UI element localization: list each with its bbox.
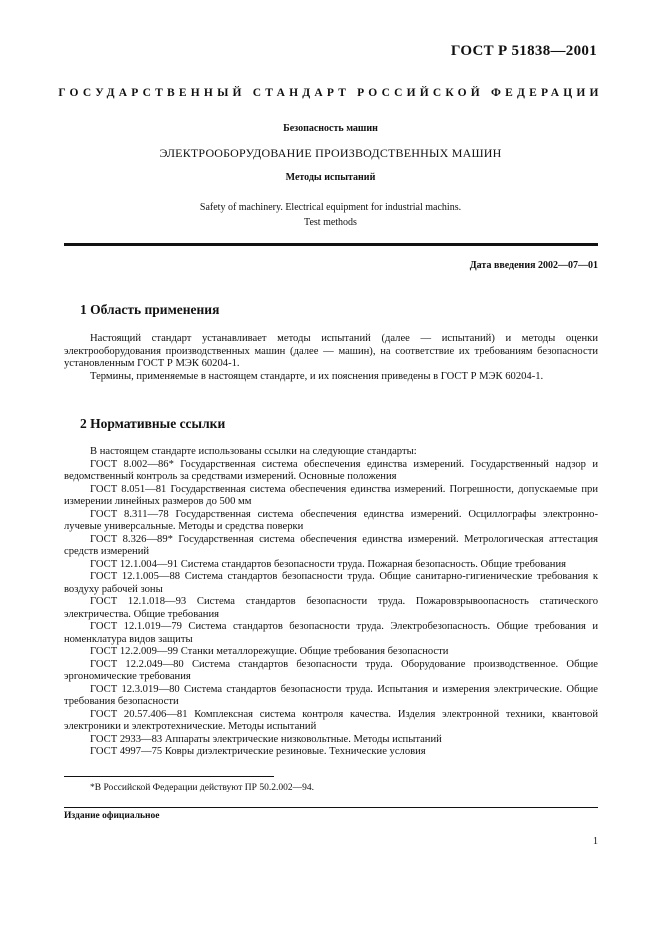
standard-group: Безопасность машин <box>283 123 378 134</box>
reference-item: ГОСТ 12.1.018—93 Система стандартов безопасности труда. Пожаровзрывоопасность статического электричества. Общие требования <box>64 596 598 620</box>
reference-item: ГОСТ 8.326—89* Государственная система обеспечения единства измерений. Метрологическая аттестация средств измерений <box>64 533 598 557</box>
reference-item: ГОСТ 8.311—78 Государственная система обеспечения единства измерений. Осциллографы электронно-лучевые универсальные. Методы и средства поверки <box>64 508 598 532</box>
reference-item: ГОСТ 2933—83 Аппараты электрические низковольтные. Методы испытаний <box>90 733 442 745</box>
reference-item: ГОСТ 12.2.009—99 Станки металлорежущие. Общие требования безопасности <box>90 646 449 657</box>
standard-code: ГОСТ Р 51838—2001 <box>450 43 597 59</box>
english-title-line-2: Test methods <box>304 217 357 228</box>
section-2-body <box>64 446 598 759</box>
reference-item: ГОСТ 12.1.004—91 Система стандартов безопасности труда. Пожарная безопасность. Общие требования <box>90 558 566 570</box>
english-title <box>0 200 661 230</box>
bottom-divider <box>64 807 598 808</box>
reference-item: ГОСТ 12.3.019—80 Система стандартов безопасности труда. Испытания и измерения электрические. Общие требования безопасности <box>64 683 598 707</box>
paragraph: Настоящий стандарт устанавливает методы испытаний (далее — испытаний) и методы оценки электрооборудования производственных машин (далее — машин), на соответствие их требованиям безопасности установленным ГОСТ Р МЭК 60204-1. <box>64 333 598 369</box>
section-1-body <box>64 333 598 383</box>
reference-item: ГОСТ 12.1.005—88 Система стандартов безопасности труда. Общие санитарно-гигиенические требования к воздуху рабочей зоны <box>64 571 598 595</box>
reference-item: ГОСТ 8.002—86* Государственная система обеспечения единства измерений. Государственный надзор и ведомственный контроль за средствами измерений. Основные положения <box>64 458 598 482</box>
section-1-heading: 1 Область применения <box>80 302 220 317</box>
footnote: *В Российской Федерации действуют ПР 50.2.002—94. <box>90 783 314 793</box>
introduction-date: Дата введения 2002—07—01 <box>469 260 598 271</box>
state-standard-heading: ГОСУДАРСТВЕННЫЙ СТАНДАРТ РОССИЙСКОЙ ФЕДЕРАЦИИ <box>58 87 603 99</box>
section-2-heading: 2 Нормативные ссылки <box>80 416 226 431</box>
official-edition-label: Издание официальное <box>64 811 160 821</box>
reference-item: ГОСТ 12.1.019—79 Система стандартов безопасности труда. Электробезопасность. Общие требования и номенклатура видов защиты <box>64 621 598 645</box>
paragraph: Термины, применяемые в настоящем стандарте, и их пояснения приведены в ГОСТ Р МЭК 60204-1. <box>90 370 544 382</box>
footnote-divider <box>64 776 274 777</box>
paragraph: В настоящем стандарте использованы ссылки на следующие стандарты: <box>90 446 417 457</box>
document-subtitle: Методы испытаний <box>285 172 376 183</box>
reference-item: ГОСТ 12.2.049—80 Система стандартов безопасности труда. Оборудование производственное. Общие эргономические требования <box>64 658 598 682</box>
reference-item: ГОСТ 20.57.406—81 Комплексная система контроля качества. Изделия электронной техники, квантовой электроники и электротехнические. Методы испытаний <box>64 708 598 732</box>
reference-item: ГОСТ 8.051—81 Государственная система обеспечения единства измерений. Погрешности, допускаемые при измерении линейных размеров до 500 мм <box>64 483 598 507</box>
title-divider <box>64 243 598 246</box>
english-title-line-1: Safety of machinery. Electrical equipment for industrial machins. <box>199 202 462 213</box>
page-number: 1 <box>593 836 598 847</box>
reference-item: ГОСТ 4997—75 Ковры диэлектрические резиновые. Технические условия <box>90 746 426 757</box>
document-title: ЭЛЕКТРООБОРУДОВАНИЕ ПРОИЗВОДСТВЕННЫХ МАШИН <box>159 146 502 160</box>
